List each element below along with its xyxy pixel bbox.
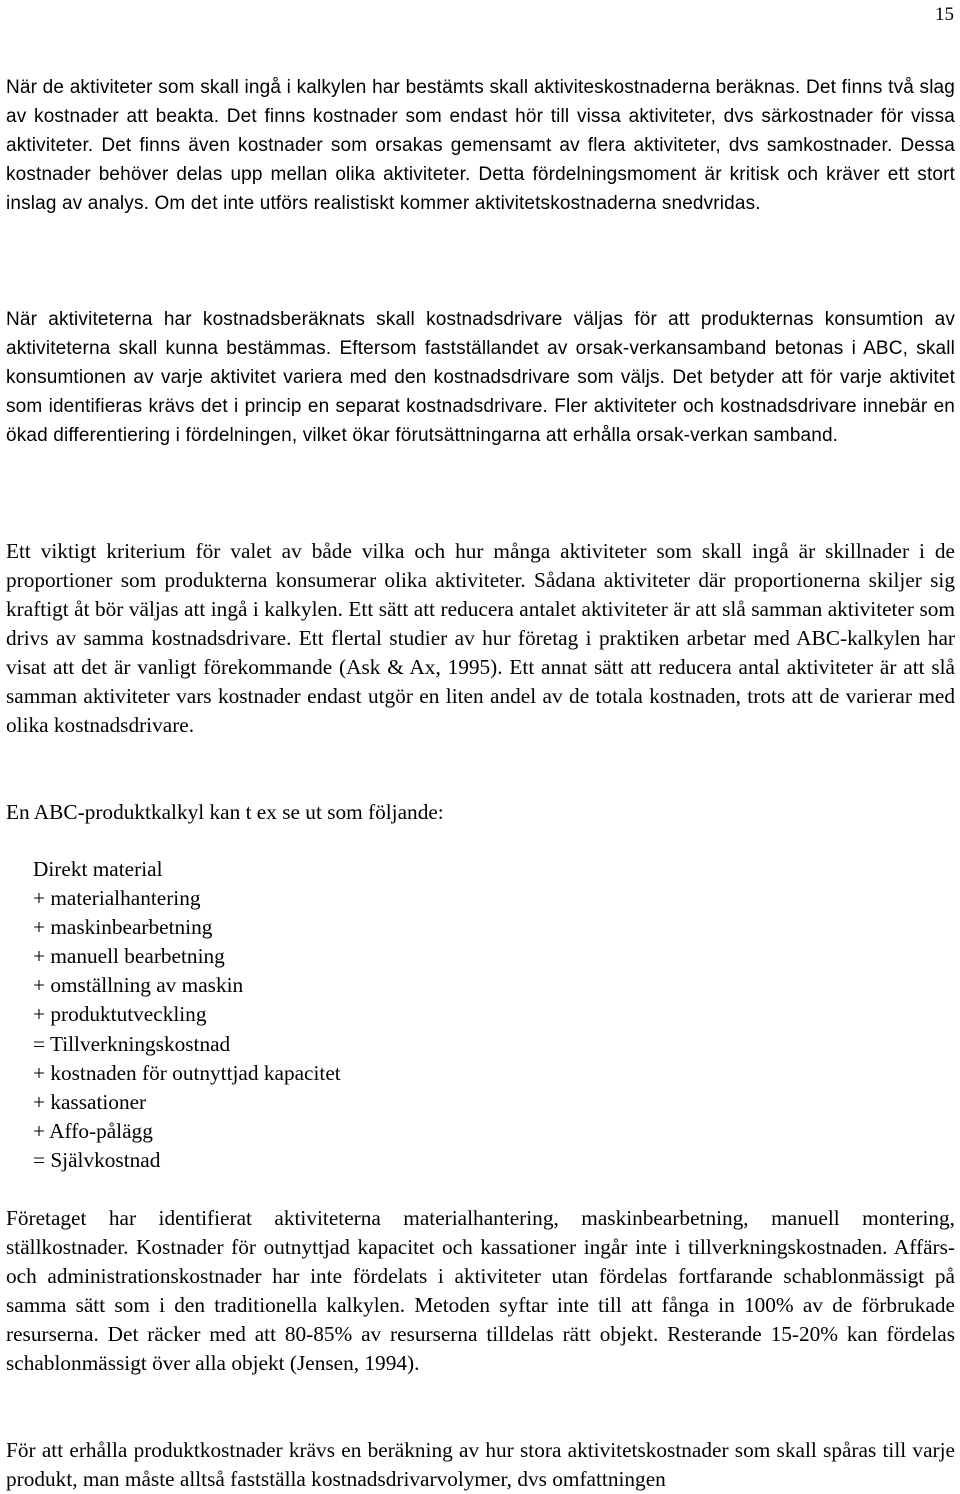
paragraph-identified-activities: Företaget har identifierat aktiviteterna materialhantering, maskinbearbetning, manuell montering, ställkostnader. Kostnader för outnyttjad kapacitet och kassationer ingår inte i tillverkningskostnaden. Affärs- och administrationskostnader har inte fördelats i aktiviteter utan fördelas fortfarande schablonmässigt på samma sätt som i den traditionella kalkylen. Metoden syftar inte till att fånga in 100% av de förbrukade resurserna. Det räcker med att 80-85% av resurserna tilldelas rätt objekt. Resterande 15-20% kan fördelas schablonmässigt över alla objekt (Jensen, 1994). <box>6 1206 955 1375</box>
list-item: + kassationer <box>33 1089 147 1114</box>
list-item: + manuell bearbetning <box>33 944 225 969</box>
paragraph-activity-selection: Ett viktigt kriterium för valet av både vilka och hur många aktiviteter som skall ingå är skillnader i de proportioner som produkterna konsumerar olika aktiviteter. Sådana aktiviteter där proportionerna skiljer sig kraftigt åt bör väljas att ingå i kalkylen. Ett sätt att reducera antalet aktiviteter är att slå samman aktiviteter som drivs av samma kostnadsdrivare. Ett flertal studier av hur företag i praktiken arbetar med ABC-kalkylen har visat att det är vanligt förekommande (Ask & Ax, 1995). Ett annat sätt att reducera antal aktiviteter är att slå samman aktiviteter vars kostnader endast utgör en liten andel av de totala kostnaden, trots att de varierar med olika kostnadsdrivare. <box>6 539 955 737</box>
paragraph-cost-drivers: När aktiviteterna har kostnadsberäknats skall kostnadsdrivare väljas för att produkternas konsumtion av aktiviteterna skall kunna bestämmas. Eftersom fastställandet av orsak-verkansamband betonas i ABC, skall konsumtionen av varje aktivitet variera med den kostnadsdrivare som väljs. Det betyder att för varje aktivitet som identifieras krävs det i princip en separat kostnadsdrivare. Fler aktiviteter och kostnadsdrivare innebär en ökad differentiering i fördelningen, vilket ökar förutsättningarna att erhålla orsak-verkan samband. <box>6 309 955 446</box>
list-item: + materialhantering <box>33 886 201 911</box>
list-item: = Tillverkningskostnad <box>33 1031 231 1056</box>
paragraph-product-costs: För att erhålla produktkostnader krävs en beräkning av hur stora aktivitetskostnader som skall spåras till varje produkt, man måste alltså fastställa kostnadsdrivarvolymer, dvs omfattningen <box>6 1438 955 1491</box>
list-item: + omställning av maskin <box>33 973 244 998</box>
paragraph-activity-costs: När de aktiviteter som skall ingå i kalkylen har bestämts skall aktiviteskostnaderna beräknas. Det finns två slag av kostnader att beakta. Det finns kostnader som endast hör till vissa aktiviteter, dvs särkostnader för vissa aktiviteter. Det finns även kostnader som orsakas gemensamt av flera aktiviteter, dvs samkostnader. Dessa kostnader behöver delas upp mellan olika aktiviteter. Detta fördelningsmoment är kritisk och kräver ett stort inslag av analys. Om det inte utförs realistiskt kommer aktivitetskostnaderna snedvridas. <box>6 77 955 214</box>
list-item: = Självkostnad <box>33 1147 161 1172</box>
list-item: + kostnaden för outnyttjad kapacitet <box>33 1060 341 1085</box>
list-item: + produktutveckling <box>33 1002 207 1027</box>
page-number: 15 <box>935 4 954 25</box>
paragraph-calculation-intro: En ABC-produktkalkyl kan t ex se ut som följande: <box>6 800 444 824</box>
abc-calculation-list <box>33 855 341 1175</box>
list-item: + maskinbearbetning <box>33 915 213 940</box>
list-item: Direkt material <box>33 857 163 881</box>
list-item: + Affo-pålägg <box>33 1118 153 1143</box>
